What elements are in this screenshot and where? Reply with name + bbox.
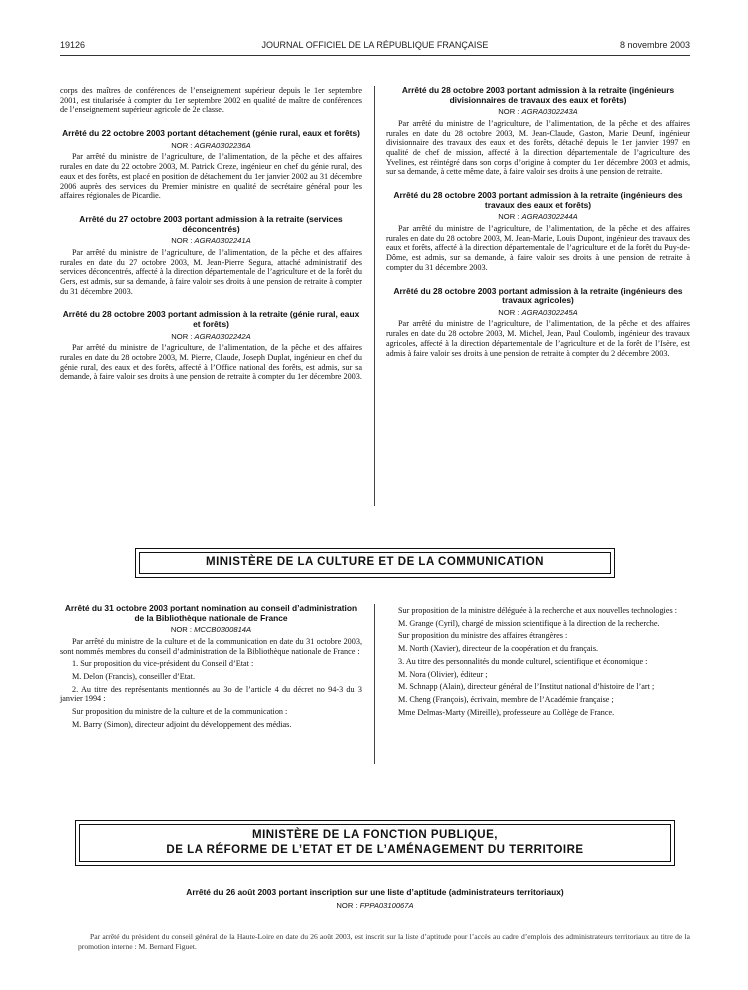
ministry-fonction-heading — [75, 820, 675, 866]
page-number: 19126 — [60, 40, 86, 50]
article-body: Mme Delmas-Marty (Mireille), professeure au Collège de France. — [398, 707, 615, 717]
nor-reference: NOR : AGRA0302241A — [171, 236, 251, 246]
article-body: Par arrêté du ministre de l’agriculture, de l’alimentation, de la pêche et des affaires rurales en date du 28 octobre 2003, M. Jean-Claude, Gaston, Marie Deunf, ingénieur divisionnaire des travaux des eaux et des forêts, détaché depuis le 1er janvier 1997 en qualité de chef de mission, affecté à la direction départementale de l’agriculture des Yvelines, est réintégré dans son corps d’origine à compter du 1er décembre 2003 et admis, sur sa demande, à cette même date, à faire valoir ses droits à une pension de retraite. — [386, 118, 690, 177]
culture-left-column — [60, 604, 362, 733]
article-detachement — [60, 129, 362, 201]
article-title: Arrêté du 22 octobre 2003 portant détachement (génie rural, eaux et forêts) — [62, 128, 360, 139]
article-title: Arrêté du 28 octobre 2003 portant admission à la retraite (ingénieurs des travaux agricoles) — [393, 285, 683, 306]
article-body: Par arrêté du ministre de l’agriculture, de l’alimentation, de la pêche et des affaires rurales en date du 27 octobre 2003, M. Jean-Pierre Segura, attaché administratif des services déconcentrés, affecté à la direction départementale de l’agriculture et de la forêt du Gers, est admis, sur sa demande, à faire valoir ses droits à une pension de retraite à compter du 31 décembre 2003. — [60, 247, 362, 296]
article-body: M. Nora (Olivier), éditeur ; — [398, 669, 488, 679]
column-divider — [374, 86, 375, 506]
column-divider — [374, 604, 375, 764]
culture-right-column — [386, 606, 690, 720]
article-retraite-divisionnaires — [386, 86, 690, 177]
article-body: M. Grange (Cyril), chargé de mission scientifique à la direction de la recherche. — [398, 618, 660, 628]
issue-date: 8 novembre 2003 — [619, 40, 690, 50]
nor-reference: NOR : AGRA0302245A — [498, 307, 578, 317]
article-title: Arrêté du 28 octobre 2003 portant admission à la retraite (ingénieurs divisionnaires de travaux des eaux et forêts) — [401, 85, 675, 105]
article-body: Par arrêté du ministre de l’agriculture, de l’alimentation, de la pêche et des affaires rurales en date du 28 octobre 2003, M. Michel, Jean, Paul Coulomb, ingénieur des travaux agricoles, affecté à la direction départementale de l’agriculture et de la forêt de l’Isère, est admis à faire valoir ses droits à une pension de retraite à compter du 2 décembre 2003. — [386, 319, 690, 358]
left-column-top — [60, 86, 362, 396]
article-body: M. Barry (Simon), directeur adjoint du développement des médias. — [72, 719, 292, 729]
intro-paragraph: corps des maîtres de conférences de l’enseignement supérieur depuis le 1er septembre 2001, est titularisée à compter du 1er septembre 2002 en qualité de maître de conférences de l’enseignement supérieur agricole de 2e classe. — [60, 86, 362, 115]
article-title: Arrêté du 28 octobre 2003 portant admission à la retraite (ingénieurs des travaux des eaux et forêts) — [393, 190, 683, 210]
article-title: Arrêté du 31 octobre 2003 portant nomination au conseil d’administration de la Bibliothèque nationale de France — [64, 603, 358, 623]
nor-reference: NOR : FPPA0310067A — [336, 900, 414, 910]
article-body: Par arrêté du ministre de l’agriculture, de l’alimentation, de la pêche et des affaires rurales en date du 28 octobre 2003, M. Jean-Marie, Louis Dupont, ingénieur des travaux des eaux et forêts, affecté à la direction départementale de l’agriculture et de la forêt du Puy-de-Dôme, est admis, sur sa demande, à faire valoir ses droits à une pension de retraite à compter du 31 décembre 2003. — [386, 224, 690, 272]
header-rule — [60, 55, 690, 56]
article-body: 3. Au titre des personnalités du monde culturel, scientifique et économique : — [398, 656, 648, 666]
article-retraite-travaux-agricoles — [386, 287, 690, 359]
nor-reference: NOR : AGRA0302236A — [171, 140, 251, 150]
article-body: 1. Sur proposition du vice-président du Conseil d’Etat : — [72, 659, 254, 669]
nor-reference: NOR : AGRA0302242A — [171, 331, 251, 341]
article-body: Sur proposition du ministre de la culture et de la communication : — [72, 707, 288, 717]
nor-reference: NOR : AGRA0302243A — [498, 107, 578, 117]
ministry-fonction-title: MINISTÈRE DE LA FONCTION PUBLIQUE, DE LA RÉFORME DE L’ETAT ET DE L’AMÉNAGEMENT DU TERRITOIRE — [166, 829, 584, 856]
article-body: Par arrêté du ministre de l’agriculture, de l’alimentation, de la pêche et des affaires rurales en date du 22 octobre 2003, M. Patrick Creze, ingénieur en chef du génie rural, des eaux et des forêts, est placé en position de détachement du 1er janvier 2002 au 31 décembre 2006 auprès des services du Premier ministre en qualité de secrétaire général pour les affaires régionales de Picardie. — [60, 152, 362, 201]
article-retraite-services — [60, 215, 362, 296]
journal-title: JOURNAL OFFICIEL DE LA RÉPUBLIQUE FRANÇAISE — [261, 40, 489, 50]
ministry-culture-heading — [135, 548, 615, 578]
article-body: Sur proposition du ministre des affaires étrangères : — [398, 631, 568, 641]
right-column-top — [386, 86, 690, 372]
ministry-culture-title: MINISTÈRE DE LA CULTURE ET DE LA COMMUNICATION — [206, 556, 544, 568]
article-body: 2. Au titre des représentants mentionnés au 3o de l’article 4 du décret no 94-3 du 3 janvier 1994 : — [60, 684, 362, 704]
article-body: M. Delon (Francis), conseiller d’Etat. — [72, 672, 196, 681]
fonction-article-body: Par arrêté du président du conseil général de la Haute-Loire en date du 26 août 2003, est inscrit sur la liste d’aptitude pour l’accès au cadre d’emplois des administrateurs territoriaux au titre de la promotion interne : M. Bernard Figuet. — [78, 932, 690, 951]
article-retraite-genie-rural — [60, 310, 362, 382]
article-body: Sur proposition de la ministre déléguée à la recherche et aux nouvelles technologies : — [398, 606, 677, 615]
nor-reference: NOR : MCCB0300814A — [170, 625, 252, 635]
article-title: Arrêté du 28 octobre 2003 portant admission à la retraite (génie rural, eaux et forêts) — [62, 309, 360, 329]
page-header — [60, 40, 690, 54]
article-retraite-travaux-eaux — [386, 191, 690, 272]
article-body: M. North (Xavier), directeur de la coopération et du français. — [398, 644, 599, 654]
nor-reference: NOR : AGRA0302244A — [498, 212, 578, 222]
article-body: M. Cheng (François), écrivain, membre de l’Académie française ; — [398, 694, 614, 704]
article-body: Par arrêté du ministre de l’agriculture, de l’alimentation, de la pêche et des affaires rurales en date du 28 octobre 2003, M. Pierre, Claude, Joseph Duplat, ingénieur en chef du génie rural, des eaux et des forêts, affecté à l’Office national des forêts, est admis, sur sa demande, à faire valoir ses droits à une pension de retraite à compter du 1er décembre 2003. — [60, 343, 362, 382]
fonction-article — [60, 888, 690, 916]
article-body: M. Schnapp (Alain), directeur général de l’Institut national d’histoire de l’art ; — [398, 682, 655, 692]
article-body: Par arrêté du ministre de la culture et de la communication en date du 31 octobre 2003, sont nommés membres du conseil d’administration de la Bibliothèque nationale de France : — [60, 636, 362, 656]
article-title: Arrêté du 26 août 2003 portant inscription sur une liste d’aptitude (administrateurs territoriaux) — [186, 887, 564, 897]
article-title: Arrêté du 27 octobre 2003 portant admission à la retraite (services déconcentrés) — [79, 213, 343, 234]
